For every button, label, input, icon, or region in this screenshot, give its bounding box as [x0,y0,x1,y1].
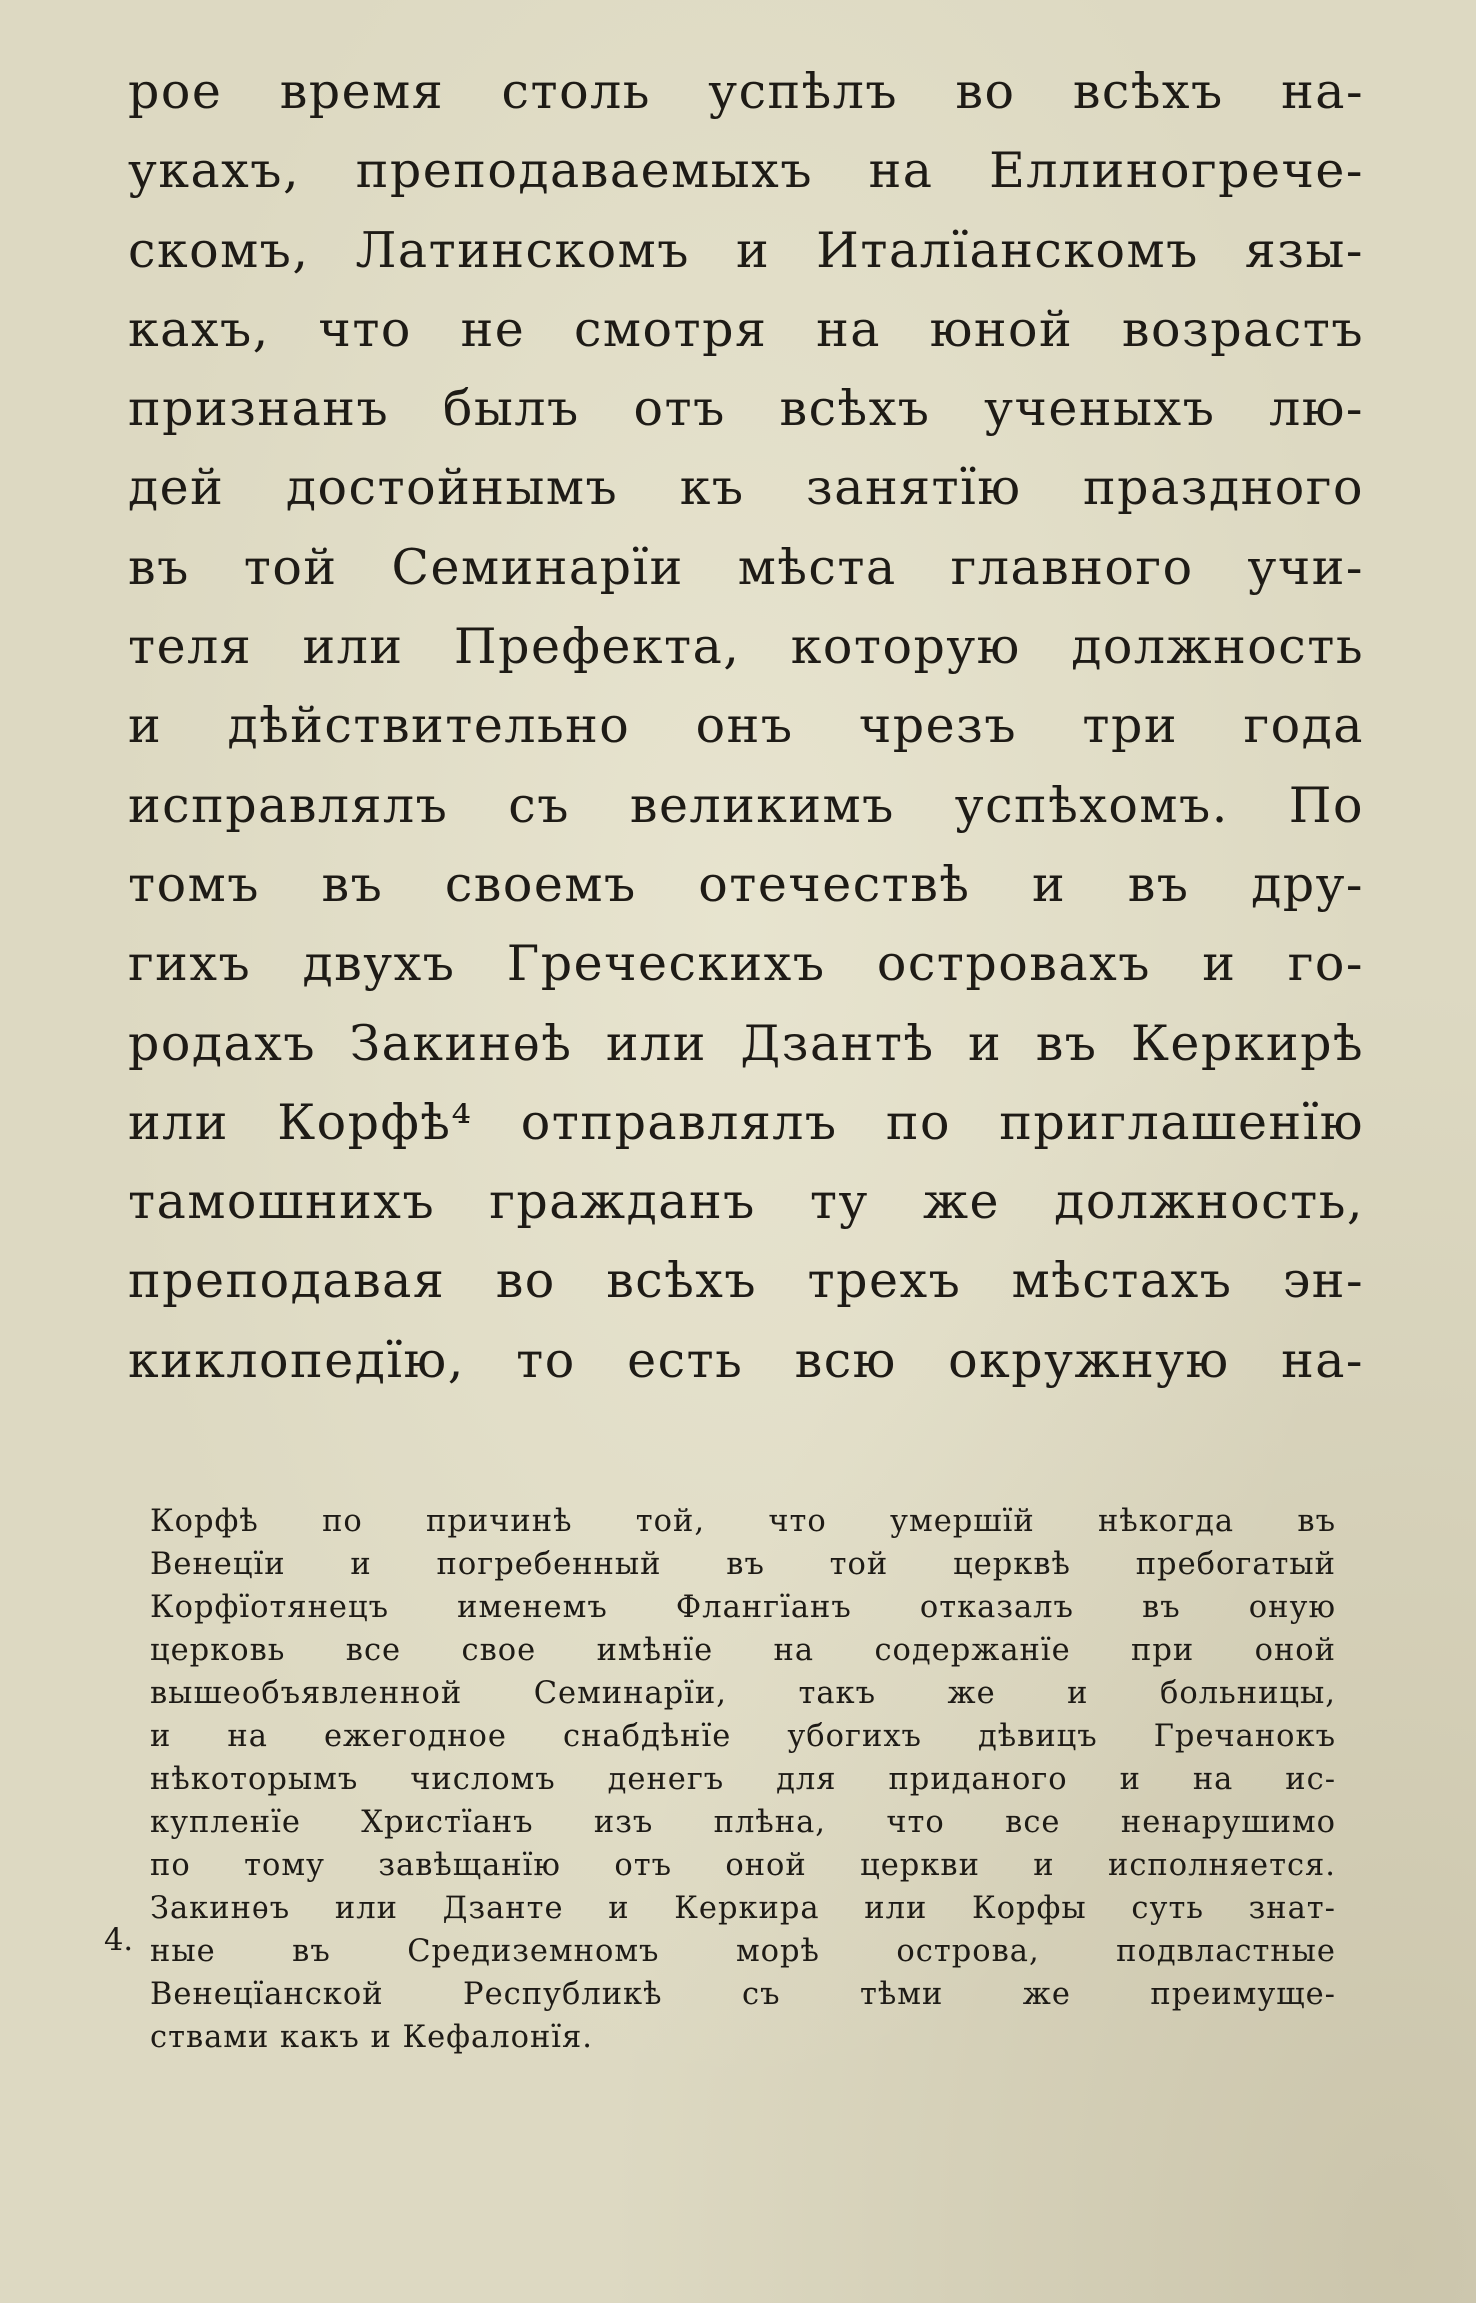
text-line: или Корфѣ⁴ отправлялъ по приглашенїю [128,1093,1364,1151]
text-line: укахъ, преподаваемыхъ на Еллиногрече- [128,142,1364,200]
text-line: родахъ Закинѳѣ или Дзантѣ и въ Керкирѣ [128,1014,1364,1072]
footnote-line: нѣкоторымъ числомъ денегъ для приданого и на ис- [150,1762,1336,1797]
footnote-line: Венецїанской Республикѣ съ тѣми же преимуще- [150,1977,1336,2012]
text-line: киклопедїю, то есть всю окружную на- [128,1331,1364,1389]
text-line: скомъ, Латинскомъ и Италїанскомъ язы- [128,221,1364,279]
text-line: въ той Семинарїи мѣста главного учи- [128,538,1364,596]
text-line: исправлялъ съ великимъ успѣхомъ. По [128,776,1364,834]
footnote-line: по тому завѣщанїю отъ оной церкви и исполняется. [150,1848,1336,1883]
text-line: томъ въ своемъ отечествѣ и въ дру- [128,855,1364,913]
footnote-line: Корфїотянецъ именемъ Флангїанъ отказалъ въ оную [150,1590,1336,1625]
footnote-line: и на ежегодное снабдѣнїе убогихъ дѣвицъ Гречанокъ [150,1719,1336,1754]
text-line: рое время столь успѣлъ во всѣхъ на- [128,63,1364,120]
footnote-line: церковь все свое имѣнїе на содержанїе при оной [150,1633,1336,1668]
text-line: тамошнихъ гражданъ ту же должность, [128,1173,1364,1231]
footnotes [150,1500,1336,2059]
text-line: признанъ былъ отъ всѣхъ ученыхъ лю- [128,380,1364,438]
text-line: и дѣйствительно онъ чрезъ три года [128,697,1364,755]
text-line: дей достойнымъ къ занятїю праздного [128,459,1364,517]
main-text [128,52,1364,1400]
footnote-line: купленїе Христїанъ изъ плѣна, что все ненарушимо [150,1805,1336,1840]
text-line: теля или Префекта, которую должность [128,618,1364,676]
text-line: кахъ, что не смотря на юной возрастъ [128,300,1364,358]
footnote-line: ные въ Средиземномъ морѣ острова, подвластные [150,1934,1336,1969]
footnote-line: Венецїи и погребенный въ той церквѣ пребогатый [150,1547,1336,1582]
text-line: преподавая во всѣхъ трехъ мѣстахъ эн- [128,1252,1364,1310]
footnote-line: Корфѣ по причинѣ той, что умершїй нѣкогда въ [150,1504,1336,1539]
footnote-line: ствами какъ и Кефалонїя. [150,2020,593,2055]
footnote-line: вышеобъявленной Семинарїи, такъ же и больницы, [150,1676,1336,1711]
footnote-number: 4. [104,1923,134,1958]
text-line: гихъ двухъ Греческихъ островахъ и го- [128,935,1364,993]
footnote-line: Закинѳъ или Дзанте и Керкира или Корфы суть знат- [150,1891,1336,1926]
